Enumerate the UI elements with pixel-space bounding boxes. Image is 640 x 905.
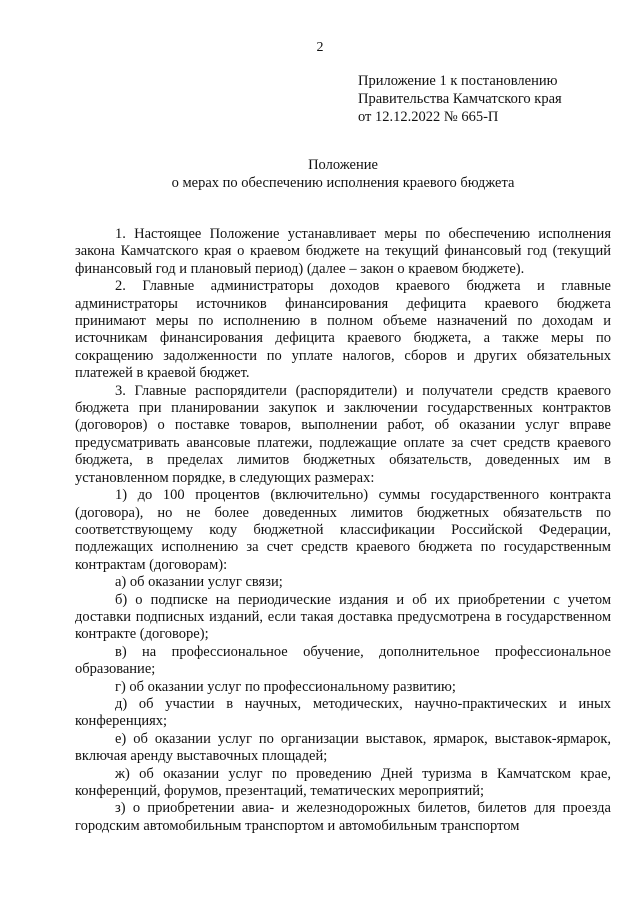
appendix-line-2: Правительства Камчатского края	[358, 91, 562, 107]
page-number: 2	[316, 40, 324, 55]
title-line-1: Положение	[308, 157, 378, 173]
list-item-z: з) о приобретении авиа- и железнодорожных билетов, билетов для проезда городским автомобильным транспортом и автомобильным транспортом	[75, 800, 611, 834]
paragraph-3: 3. Главные распорядители (распорядители) и получатели средств краевого бюджета при планировании закупок и заключении государственных контрактов (договоров) о поставке товаров, выполнении работ, об оказании услуг вправе предусматривать авансовые платежи, подлежащие оплате за счет средств краевого бюджета, в пределах лимитов бюджетных обязательств, доведенных им в установленном порядке, в следующих размерах:	[75, 382, 611, 486]
appendix-header	[358, 72, 562, 126]
list-item-a: а) об оказании услуг связи;	[115, 574, 283, 591]
paragraph-1: 1. Настоящее Положение устанавливает меры по обеспечению исполнения закона Камчатского края о краевом бюджете на текущий финансовый год (текущий финансовый год и плановый период) (далее – закон о краевом бюджете).	[75, 226, 611, 277]
list-item-g: г) об оказании услуг по профессиональному развитию;	[115, 678, 456, 695]
appendix-line-1: Приложение 1 к постановлению	[358, 73, 558, 89]
paragraph-3-item-1: 1) до 100 процентов (включительно) суммы государственного контракта (договора), но не более доведенных лимитов бюджетных обязательств по соответствующему коду бюджетной классификации Российской Федерации, подлежащих исполнению за счет средств краевого бюджета по государственным контрактам (договорам):	[75, 487, 611, 573]
list-item-v: в) на профессиональное обучение, дополнительное профессиональное образование;	[75, 643, 611, 678]
paragraph-2: 2. Главные администраторы доходов краевого бюджета и главные администраторы источников финансирования дефицита краевого бюджета принимают меры по исполнению в полном объеме назначений по доходам и источникам финансирования дефицита краевого бюджета, а также меры по сокращению задолженности по уплате налогов, сборов и других обязательных платежей в краевой бюджет.	[75, 278, 611, 382]
list-item-b: б) о подписке на периодические издания и об их приобретении с учетом доставки подписных изданий, если такая доставка предусмотрена в государственном контракте (договоре);	[75, 591, 611, 643]
document-body	[75, 226, 611, 835]
appendix-line-3: от 12.12.2022 № 665-П	[358, 109, 499, 125]
title-line-2: о мерах по обеспечению исполнения краевого бюджета	[171, 175, 515, 191]
list-item-d: д) об участии в научных, методических, научно-практических и иных конференциях;	[75, 695, 611, 730]
list-item-zh: ж) об оказании услуг по проведению Дней туризма в Камчатском крае, конференций, форумов, презентаций, тематических мероприятий;	[75, 765, 611, 799]
list-item-e: е) об оказании услуг по организации выставок, ярмарок, выставок-ярмарок, включая аренду выставочных площадей;	[75, 730, 611, 765]
document-title	[75, 156, 611, 192]
